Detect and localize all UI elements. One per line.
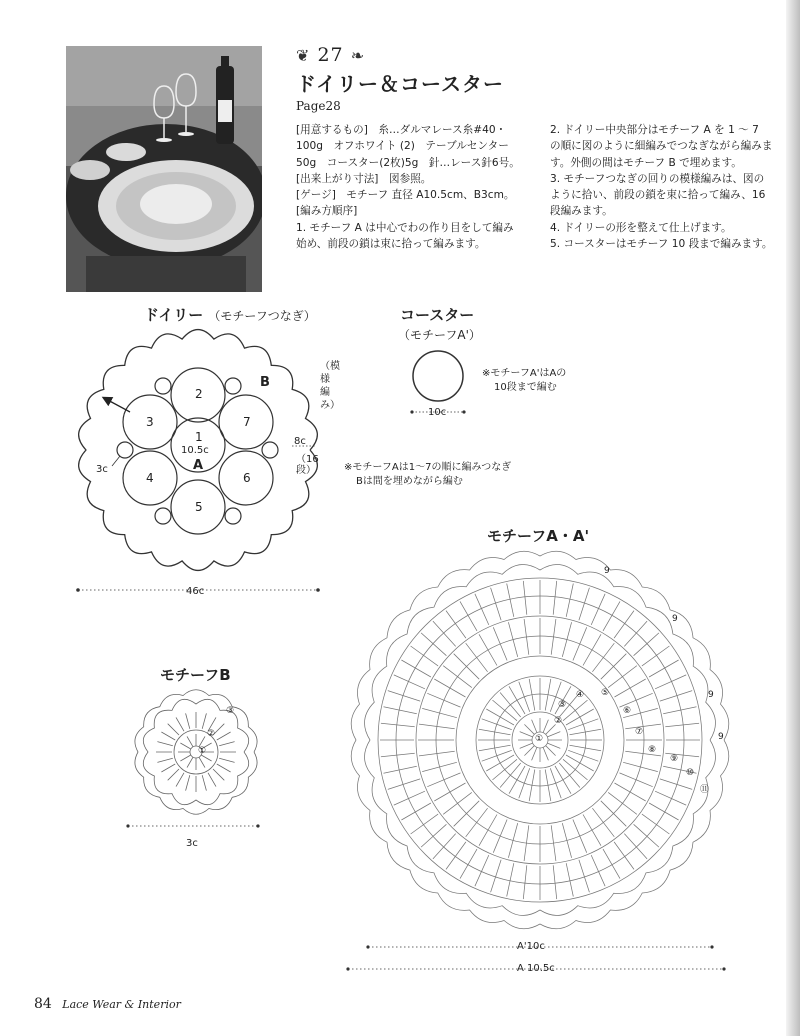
b-size-leader	[112, 456, 120, 466]
instruction-line: 100g オフホワイト (2) テーブルセンター	[296, 140, 509, 153]
motif-a-row-label: ⑥	[623, 706, 632, 716]
motif-a-row-label: 9	[718, 732, 724, 742]
motif-b-row-label: ②	[207, 729, 216, 739]
motif-b-width-label: 3c	[186, 838, 198, 849]
instruction-line: 2. ドイリー中央部分はモチーフ A を 1 ～ 7	[550, 124, 759, 136]
motif-a-row-label: ⑨	[670, 754, 679, 764]
motif-number-3: 3	[146, 415, 154, 429]
coaster-note-line-1: ※モチーフA'はAの	[482, 368, 567, 379]
b-circle	[155, 378, 171, 394]
motif-b-row-label: ③	[226, 706, 235, 716]
motif-a-title: モチーフA・A'	[487, 527, 590, 545]
right-ornament-icon: ❧	[350, 46, 366, 65]
doily-width-label: 46c	[186, 586, 205, 597]
instruction-line: [用意するもの] 糸…ダルマレース糸#40・	[296, 124, 507, 136]
left-ornament-icon: ❦	[296, 46, 311, 65]
pattern-number: 27	[317, 44, 344, 66]
radius-arrow	[104, 398, 130, 412]
b-circle	[225, 508, 241, 524]
scallop-row	[135, 690, 257, 815]
instruction-line: 50g コースター(2枚)5g 針…レース針6号。	[296, 156, 520, 169]
motif-label-a: A	[193, 458, 204, 473]
doily-subtitle: （モチーフつなぎ）	[208, 309, 316, 323]
pattern-title: ドイリー＆コースター	[296, 72, 504, 96]
motif-number-1: 1	[195, 430, 203, 444]
b-circle	[262, 442, 278, 458]
stitch-spokes	[178, 734, 214, 770]
motif-b-title: モチーフB	[160, 666, 231, 684]
coaster-note-line-2: 10段まで編む	[494, 382, 557, 393]
motif-number-7: 7	[243, 415, 251, 429]
motif-a-row-label: ②	[554, 716, 563, 726]
instruction-line: [ゲージ] モチーフ 直径 A10.5cm、B3cm。	[296, 189, 515, 202]
instruction-line: 5. コースターはモチーフ 10 段まで編みます。	[550, 238, 773, 251]
page-footer	[34, 996, 181, 1012]
stitch-spokes	[156, 712, 236, 792]
motif-number-5: 5	[195, 500, 203, 514]
page-number: 84	[34, 996, 52, 1012]
page-reference: Page28	[296, 99, 341, 113]
motif-a-row-label: ⑦	[635, 727, 644, 737]
instruction-line: [出来上がり寸法] 図参照。	[296, 172, 432, 185]
edge-rows-label: （16段）	[296, 454, 319, 476]
motif-a-row-label: ⑤	[601, 688, 610, 698]
instruction-line: の順に図のように細編みでつなぎながら編みま	[550, 140, 773, 153]
edge-size-label: 8c	[294, 436, 306, 447]
motif-a-row-label: ③	[558, 700, 567, 710]
motif-number-6: 6	[243, 471, 251, 485]
motif-a-row-label: ⑪	[700, 785, 710, 795]
instruction-line: 始め、前段の鎖は束に拾って編みます。	[296, 238, 486, 251]
motif-a-prime-width-label: A'10c	[517, 941, 545, 952]
doily-note-line-1: ※モチーフAは1～7の順に編みつなぎ	[344, 462, 512, 473]
b-size-label: 3c	[96, 464, 108, 475]
instruction-line: ように拾い、前段の鎖を束に拾って編み、16	[550, 189, 766, 202]
instruction-line: [編み方順序]	[296, 205, 358, 218]
motif-center-size: 10.5c	[181, 445, 209, 456]
motif-number-4: 4	[146, 471, 154, 485]
b-circle	[225, 378, 241, 394]
book-title: Lace Wear & Interior	[62, 998, 181, 1011]
motif-a-row-label: ①	[535, 734, 544, 744]
b-circle	[155, 508, 171, 524]
doily-title-group	[144, 304, 316, 325]
coaster-subtitle: （モチーフA'）	[398, 328, 481, 342]
motif-a-row-label: 9	[708, 690, 714, 700]
motif-a-row-label: 9	[604, 566, 610, 576]
coaster-title: コースター	[400, 306, 475, 324]
instruction-line: 段編みます。	[550, 205, 613, 218]
motif-a-width-label: A 10.5c	[517, 963, 555, 974]
instruction-line: 1. モチーフ A は中心でわの作り目をして編み	[296, 221, 514, 234]
motif-a-row-label: 9	[672, 614, 678, 624]
doily-title: ドイリー	[144, 306, 204, 324]
motif-label-b: B	[260, 375, 270, 390]
instruction-line: 3. モチーフつなぎの回りの模様編みは、図の	[550, 172, 765, 185]
instruction-line: す。外側の間はモチーフ B で埋めます。	[550, 156, 742, 169]
edge-pattern-label: （模様編み）	[320, 361, 340, 411]
doily-note-line-2: Bは間を埋めながら編む	[356, 476, 463, 487]
motif-b-row-label: ①	[198, 746, 207, 756]
instruction-line: 4. ドイリーの形を整えて仕上げます。	[550, 221, 732, 234]
b-circle	[117, 442, 133, 458]
motif-a-row-label: ⑩	[686, 768, 695, 778]
motif-number-2: 2	[195, 387, 203, 401]
motif-a-row-label: ⑧	[648, 745, 657, 755]
coaster-width-label: 10c	[428, 407, 447, 418]
coaster-circle	[413, 351, 463, 401]
motif-a-row-label: ④	[576, 690, 585, 700]
motif-b-chart	[135, 690, 257, 815]
